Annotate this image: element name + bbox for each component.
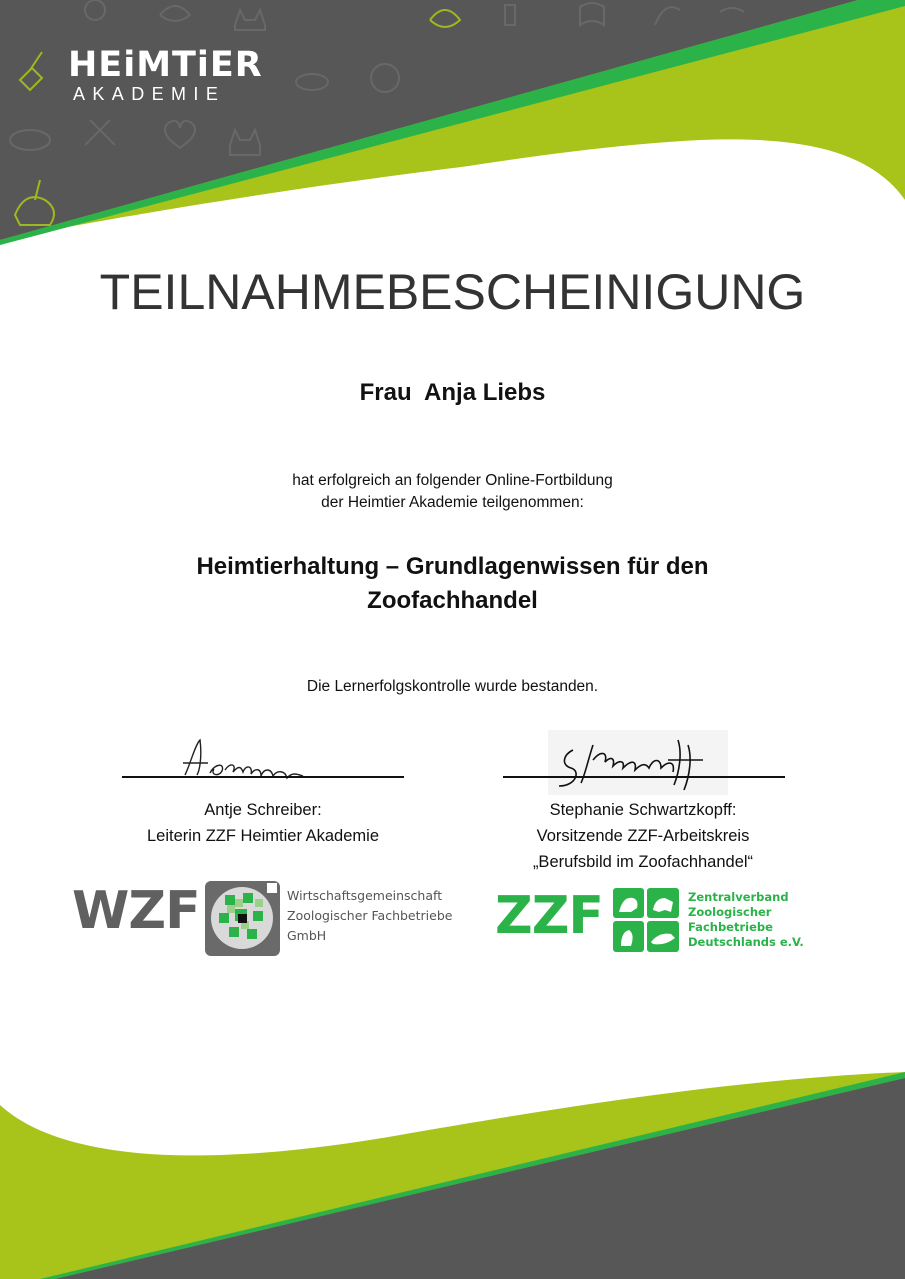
zzf-text-line-4: Deutschlands e.V. [688,935,804,949]
zzf-animals-icon [613,888,679,952]
course-title [100,550,805,618]
signatory-right [470,797,816,875]
course-title-line-2: Zoofachhandel [367,587,538,614]
intro-text [0,470,905,514]
intro-line-2: der Heimtier Akademie teilgenommen: [321,494,584,511]
signatory-right-role-line-1: Vorsitzende ZZF-Arbeitskreis [536,827,750,845]
signature-line-left [122,776,404,778]
wzf-logo-text [287,886,452,946]
brand-logo-subtitle: AKADEMIE [73,84,226,104]
zzf-logo-mark: ZZF [495,886,603,946]
signatory-left-name: Antje Schreiber: [204,801,322,819]
signatory-left-role: Leiterin ZZF Heimtier Akademie [147,827,379,845]
signature-schwartzkopff [548,730,728,795]
result-text: Die Lernerfolgskontrolle wurde bestanden. [306,678,599,695]
zzf-text-line-1: Zentralverband [688,890,789,904]
zzf-logo-text [688,890,804,950]
signatory-left [100,797,426,849]
wzf-globe-icon [205,881,280,956]
wzf-text-line-1: Wirtschaftsgemeinschaft [287,888,443,903]
signatory-right-role-line-2: „Berufsbild im Zoofachhandel“ [532,853,754,871]
wzf-logo-mark: WZF [72,881,200,941]
course-title-line-1: Heimtierhaltung – Grundlagenwissen für den [196,553,709,580]
signatory-right-name: Stephanie Schwartzkopff: [549,801,737,819]
signature-line-right [503,776,785,778]
wzf-text-line-2: Zoologischer Fachbetriebe [287,908,453,923]
zzf-text-line-3: Fachbetriebe [688,920,773,934]
certificate-title: TEILNAHMEBESCHEINIGUNG [99,264,806,320]
zzf-text-line-2: Zoologischer [688,905,772,919]
brand-logo-name: HEiMTiER [68,45,263,85]
wzf-text-line-3: GmbH [287,928,327,943]
intro-line-1: hat erfolgreich an folgender Online-Fortbildung [292,472,613,489]
recipient-name: Frau Anja Liebs [359,379,546,406]
